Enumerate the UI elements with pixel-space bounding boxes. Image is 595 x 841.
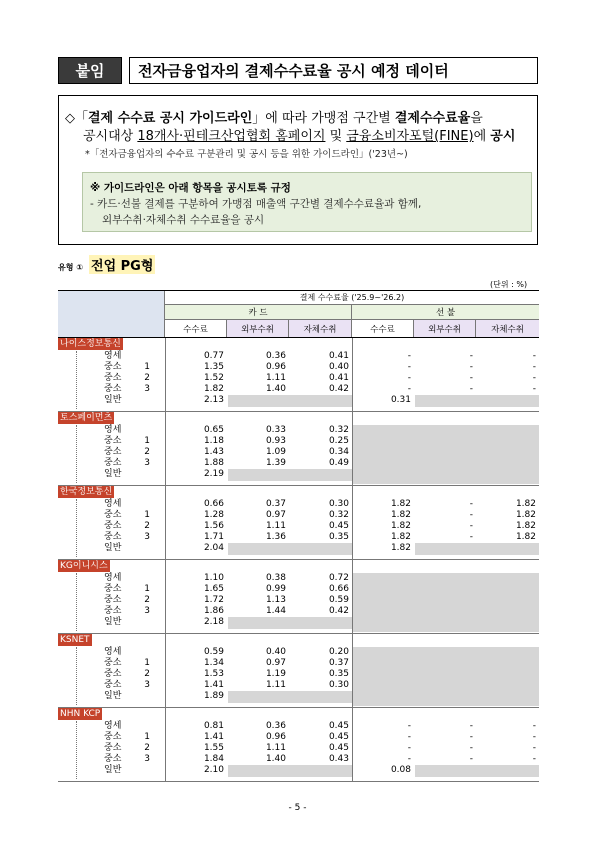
table-cell: - [407, 743, 411, 753]
table-cell: - [469, 510, 473, 520]
table-header [58, 290, 539, 338]
company-block [58, 560, 539, 634]
table-row [58, 754, 539, 765]
table-cell: 1.13 [265, 595, 286, 605]
row-label: 영세 [104, 425, 122, 435]
table-cell: 1.44 [265, 606, 286, 616]
company-name: 토스페이먼츠 [60, 413, 113, 423]
table-cell: - [532, 754, 536, 764]
table-cell: 1.41 [203, 680, 224, 690]
row-label: 영세 [104, 573, 122, 583]
table-cell: 0.65 [203, 425, 224, 435]
page-number: - 5 - [288, 803, 307, 813]
table-row [58, 617, 539, 628]
row-label: 중소 2 [104, 373, 150, 383]
table-cell: 1.40 [265, 384, 286, 394]
table-cell: - [469, 521, 473, 531]
table-cell: - [407, 721, 411, 731]
row-label: 중소 1 [104, 510, 150, 520]
company-block [58, 412, 539, 486]
table-row [58, 691, 539, 702]
table-cell: 0.59 [203, 647, 224, 657]
table-cell: 0.40 [328, 362, 349, 372]
table-cell: 0.08 [390, 765, 411, 775]
table-cell: - [407, 384, 411, 394]
row-label: 영세 [104, 647, 122, 657]
header-top: 결제 수수료율 ('25.9~'26.2) [165, 291, 539, 305]
table-cell: 0.72 [328, 573, 349, 583]
table-cell: - [407, 351, 411, 361]
header-corner [58, 291, 165, 337]
row-label: 중소 3 [104, 458, 150, 468]
table-cell: 1.71 [203, 532, 224, 542]
table-cell: 1.82 [390, 499, 411, 509]
table-cell: 0.59 [328, 595, 349, 605]
row-label: 일반 [104, 617, 122, 627]
table-cell: 0.42 [328, 384, 349, 394]
table-cell: 1.09 [265, 447, 286, 457]
table-cell: 0.81 [203, 721, 224, 731]
table-cell: 1.82 [203, 384, 224, 394]
company-block [58, 708, 539, 782]
row-label: 일반 [104, 543, 122, 553]
header-col-prepaid-internal: 자체수취 [476, 320, 539, 337]
header-prepaid: 선 불 [352, 305, 539, 320]
table-cell: 1.82 [515, 510, 536, 520]
table-cell: 0.32 [328, 425, 349, 435]
table-cell: 1.28 [203, 510, 224, 520]
table-cell: 1.11 [265, 373, 286, 383]
row-label: 일반 [104, 765, 122, 775]
row-label: 중소 2 [104, 521, 150, 531]
table-cell: 1.89 [203, 691, 224, 701]
table-cell: 0.35 [328, 532, 349, 542]
header-col-card-internal: 자체수취 [289, 320, 352, 337]
table-cell: - [469, 754, 473, 764]
table-row [58, 362, 539, 373]
table-row [58, 425, 539, 436]
table-cell: 0.45 [328, 732, 349, 742]
row-label: 중소 3 [104, 754, 150, 764]
notice-footnote: *「전자금융업자의 수수료 구분관리 및 공시 등을 위한 가이드라인」('23년~) [85, 149, 408, 160]
table-row [58, 680, 539, 691]
table-cell: 0.30 [328, 499, 349, 509]
table-cell: 1.40 [265, 754, 286, 764]
table-cell: 0.35 [328, 669, 349, 679]
table-cell: 1.11 [265, 743, 286, 753]
row-label: 일반 [104, 469, 122, 479]
notice-line-1: ◇「결제 수수료 공시 가이드라인」에 따라 가맹점 구간별 결제수수료율을 [65, 111, 483, 126]
table-cell: - [407, 362, 411, 372]
table-cell: 0.41 [328, 373, 349, 383]
table-cell: 0.66 [328, 584, 349, 594]
table-cell: 0.38 [265, 573, 286, 583]
notice-box [58, 95, 538, 245]
header-card: 카 드 [165, 305, 352, 320]
type-heading [58, 255, 155, 274]
table-cell: 1.82 [515, 499, 536, 509]
table-row [58, 373, 539, 384]
table-cell: - [532, 743, 536, 753]
table-row [58, 521, 539, 532]
table-row [58, 573, 539, 584]
notice-line-2: 공시대상 18개사·핀테크산업협회 홈페이지 및 금융소비자포털(FINE)에 공시 [83, 129, 516, 144]
table-cell: - [469, 384, 473, 394]
table-cell: 1.65 [203, 584, 224, 594]
row-label: 영세 [104, 351, 122, 361]
table-cell: 1.72 [203, 595, 224, 605]
table-cell: 0.37 [328, 658, 349, 668]
guideline-line-1: - 카드·선불 결제를 구분하여 가맹점 매출액 구간별 결제수수료율과 함께, [90, 198, 422, 210]
table-cell: - [532, 732, 536, 742]
table-cell: 0.66 [203, 499, 224, 509]
table-cell: 0.99 [265, 584, 286, 594]
table-cell: 0.40 [265, 647, 286, 657]
table-cell: 1.82 [515, 532, 536, 542]
table-cell: - [532, 384, 536, 394]
header-col-prepaid-external: 외부수취 [414, 320, 476, 337]
table-row [58, 543, 539, 554]
table-cell: - [469, 351, 473, 361]
table-cell: - [469, 499, 473, 509]
guideline-line-2: 외부수취·자체수취 수수료율을 공시 [102, 214, 265, 226]
row-label: 중소 2 [104, 743, 150, 753]
table-row [58, 351, 539, 362]
table-cell: 0.36 [265, 351, 286, 361]
company-block [58, 486, 539, 560]
guideline-box [82, 172, 532, 232]
company-block [58, 634, 539, 708]
table-cell: 1.43 [203, 447, 224, 457]
row-label: 중소 3 [104, 532, 150, 542]
table-row [58, 595, 539, 606]
table-cell: 0.32 [328, 510, 349, 520]
table-row [58, 658, 539, 669]
table-row [58, 436, 539, 447]
table-cell: 1.88 [203, 458, 224, 468]
table-cell: 0.97 [265, 658, 286, 668]
table-cell: 1.39 [265, 458, 286, 468]
table-row [58, 384, 539, 395]
table-cell: 0.45 [328, 521, 349, 531]
table-cell: - [407, 754, 411, 764]
title-tag: 붙임 [58, 57, 122, 84]
table-row [58, 743, 539, 754]
table-row [58, 458, 539, 469]
table-cell: 0.36 [265, 721, 286, 731]
row-label: 중소 1 [104, 584, 150, 594]
row-label: 영세 [104, 721, 122, 731]
guideline-title: ※ 가이드라인은 아래 항목을 공시토록 규정 [90, 182, 291, 194]
table-cell: 2.04 [203, 543, 224, 553]
row-label: 중소 1 [104, 362, 150, 372]
table-cell: 1.82 [390, 543, 411, 553]
table-cell: - [407, 732, 411, 742]
table-cell: 1.11 [265, 521, 286, 531]
table-row [58, 606, 539, 617]
row-label: 일반 [104, 395, 122, 405]
table-cell: 1.19 [265, 669, 286, 679]
row-label: 중소 3 [104, 606, 150, 616]
table-cell: 1.84 [203, 754, 224, 764]
table-cell: 1.53 [203, 669, 224, 679]
company-name: NHN KCP [60, 709, 101, 719]
header-col-card-external: 외부수취 [227, 320, 289, 337]
table-cell: 1.56 [203, 521, 224, 531]
table-cell: - [469, 362, 473, 372]
table-cell: 1.10 [203, 573, 224, 583]
table-cell: 0.45 [328, 721, 349, 731]
table-cell: 2.13 [203, 395, 224, 405]
company-name: KSNET [60, 635, 90, 645]
type-number: 유형 ① [58, 263, 84, 272]
table-cell: - [469, 732, 473, 742]
table-cell: 1.11 [265, 680, 286, 690]
table-row [58, 765, 539, 776]
table-cell: 1.18 [203, 436, 224, 446]
page-title: 전자금융업자의 결제수수료율 공시 예정 데이터 [129, 57, 538, 84]
table-row [58, 447, 539, 458]
header-col-prepaid-fee: 수수료 [352, 320, 414, 337]
table-cell: 0.45 [328, 743, 349, 753]
table-row [58, 469, 539, 480]
row-label: 중소 3 [104, 384, 150, 394]
table-cell: 1.34 [203, 658, 224, 668]
table-cell: 2.19 [203, 469, 224, 479]
company-name: 한국정보통신 [60, 487, 113, 497]
table-cell: 0.25 [328, 436, 349, 446]
table-cell: 0.49 [328, 458, 349, 468]
table-cell: 2.10 [203, 765, 224, 775]
table-cell: - [469, 743, 473, 753]
unit-label: (단위 : %) [490, 280, 528, 289]
title-bar [58, 57, 538, 84]
table-cell: 0.31 [390, 395, 411, 405]
type-title: 전업 PG형 [89, 255, 155, 274]
row-label: 중소 2 [104, 595, 150, 605]
table-cell: 0.20 [328, 647, 349, 657]
table-cell: 1.55 [203, 743, 224, 753]
table-row [58, 584, 539, 595]
table-cell: 0.97 [265, 510, 286, 520]
table-row [58, 669, 539, 680]
table-cell: - [532, 351, 536, 361]
table-cell: 1.52 [203, 373, 224, 383]
table-cell: 0.77 [203, 351, 224, 361]
table-row [58, 721, 539, 732]
table-cell: - [469, 532, 473, 542]
row-label: 중소 2 [104, 669, 150, 679]
table-cell: 0.96 [265, 362, 286, 372]
row-label: 중소 2 [104, 447, 150, 457]
table-cell: 0.96 [265, 732, 286, 742]
row-label: 중소 1 [104, 732, 150, 742]
table-row [58, 510, 539, 521]
table-row [58, 532, 539, 543]
table-cell: 0.93 [265, 436, 286, 446]
company-block [58, 338, 539, 412]
table-cell: - [532, 362, 536, 372]
fee-table [58, 290, 539, 782]
table-cell: - [532, 373, 536, 383]
table-cell: 0.43 [328, 754, 349, 764]
row-label: 영세 [104, 499, 122, 509]
table-cell: 1.35 [203, 362, 224, 372]
row-label: 중소 3 [104, 680, 150, 690]
table-row [58, 647, 539, 658]
table-cell: 0.37 [265, 499, 286, 509]
company-name: 나이스정보통신 [60, 339, 121, 349]
company-name: KG이니시스 [60, 561, 108, 571]
table-cell: - [469, 721, 473, 731]
table-cell: 2.18 [203, 617, 224, 627]
table-cell: 1.41 [203, 732, 224, 742]
table-cell: - [469, 373, 473, 383]
table-cell: 0.34 [328, 447, 349, 457]
table-cell: 1.82 [390, 510, 411, 520]
table-row [58, 395, 539, 406]
table-row [58, 732, 539, 743]
table-cell: 1.82 [515, 521, 536, 531]
table-cell: 1.36 [265, 532, 286, 542]
table-cell: 1.86 [203, 606, 224, 616]
table-cell: 1.82 [390, 532, 411, 542]
table-cell: 0.41 [328, 351, 349, 361]
row-label: 일반 [104, 691, 122, 701]
table-cell: 0.42 [328, 606, 349, 616]
row-label: 중소 1 [104, 658, 150, 668]
table-row [58, 499, 539, 510]
table-cell: 0.30 [328, 680, 349, 690]
table-body [58, 338, 539, 782]
table-cell: - [407, 373, 411, 383]
table-cell: 1.82 [390, 521, 411, 531]
table-cell: - [532, 721, 536, 731]
table-cell: 0.33 [265, 425, 286, 435]
header-col-card-fee: 수수료 [165, 320, 227, 337]
row-label: 중소 1 [104, 436, 150, 446]
